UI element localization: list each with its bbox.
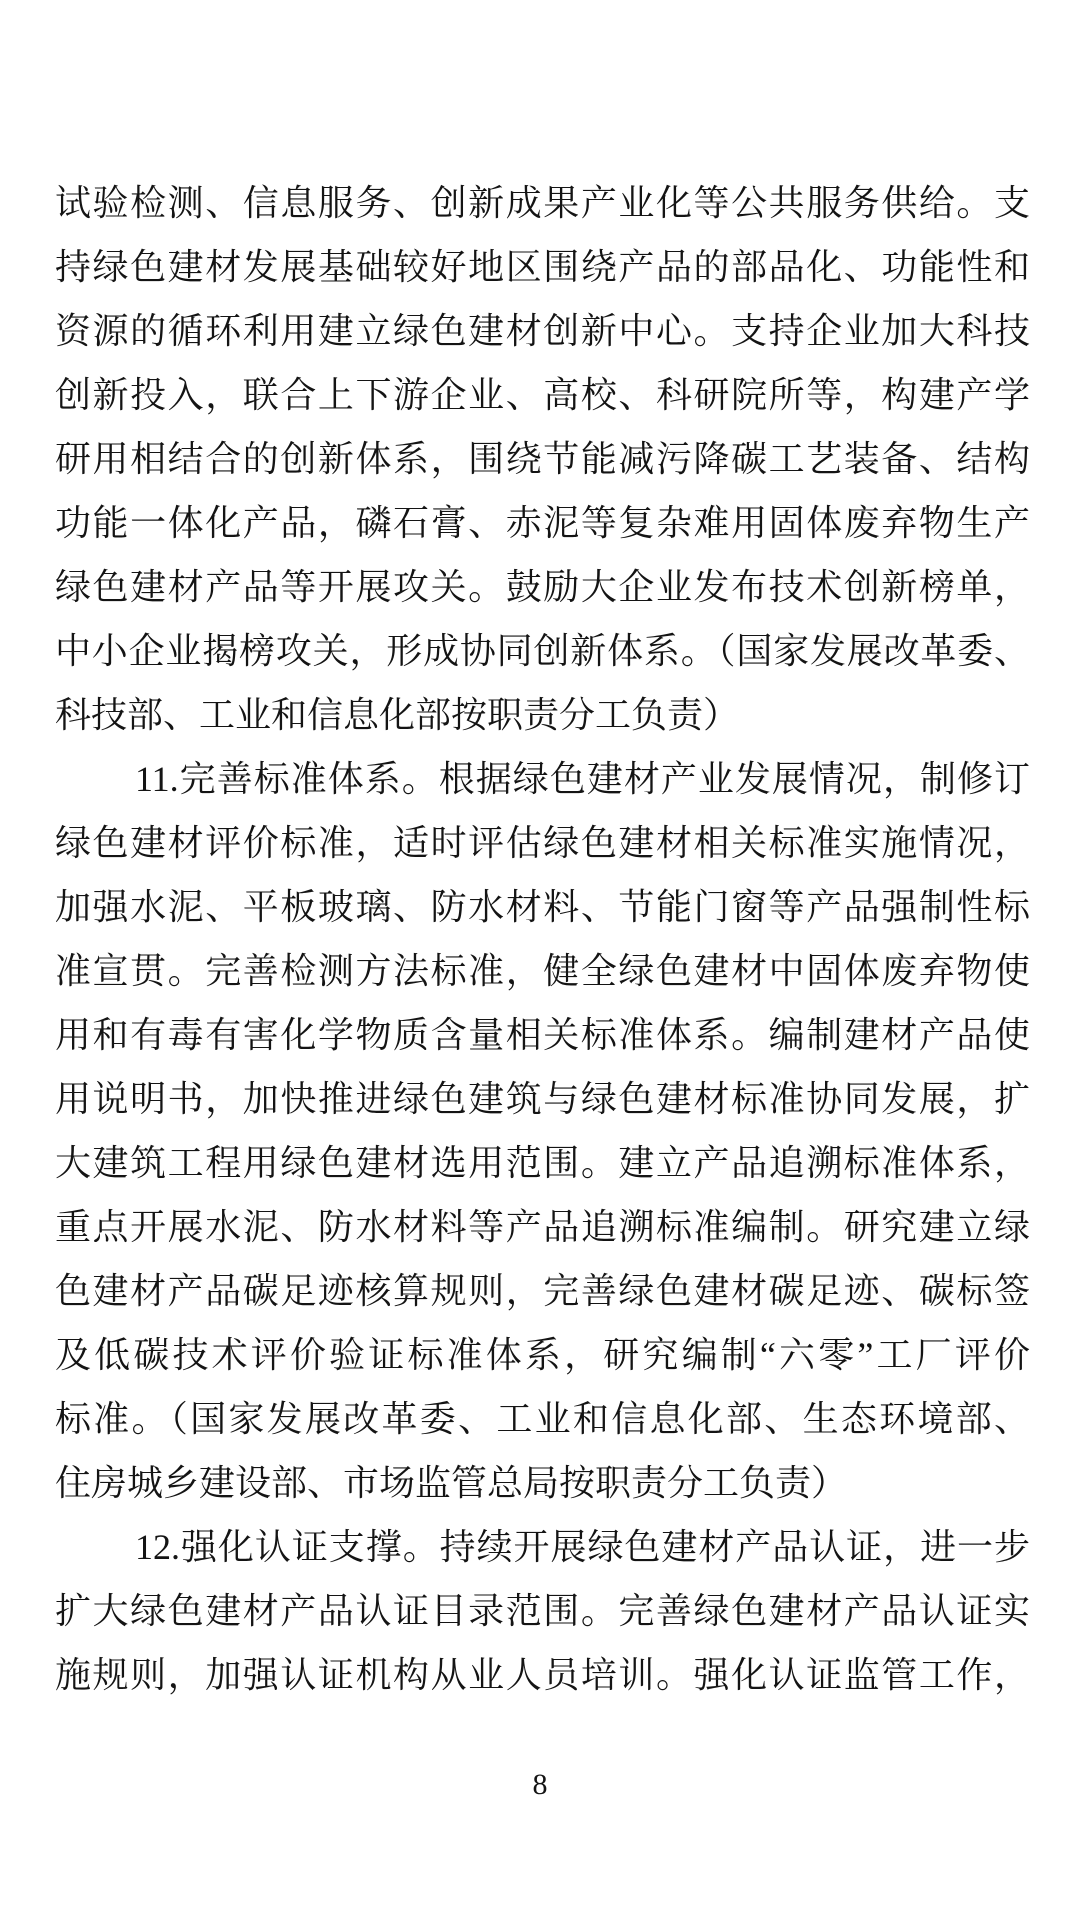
text-line: 创新投入，联合上下游企业、高校、科研院所等，构建产学 bbox=[55, 375, 1030, 415]
text-line: 试验检测、信息服务、创新成果产业化等公共服务供给。支 bbox=[55, 183, 1030, 223]
text-line: 绿色建材产品等开展攻关。鼓励大企业发布技术创新榜单， bbox=[55, 567, 1030, 607]
text-line: 研用相结合的创新体系，围绕节能减污降碳工艺装备、结构 bbox=[55, 439, 1030, 479]
document-body bbox=[55, 171, 1030, 1707]
text-line: 标准。（国家发展改革委、工业和信息化部、生态环境部、 bbox=[55, 1399, 1030, 1439]
text-line: 色建材产品碳足迹核算规则，完善绿色建材碳足迹、碳标签 bbox=[55, 1271, 1030, 1311]
text-line: 功能一体化产品，磷石膏、赤泥等复杂难用固体废弃物生产 bbox=[55, 503, 1030, 543]
text-line: 大建筑工程用绿色建材选用范围。建立产品追溯标准体系， bbox=[55, 1143, 1030, 1183]
page-footer bbox=[0, 1768, 1080, 1802]
text-line: 中小企业揭榜攻关，形成协同创新体系。（国家发展改革委、 bbox=[55, 631, 1030, 671]
paragraph bbox=[55, 747, 1030, 1515]
text-line: 及低碳技术评价验证标准体系，研究编制“六零”工厂评价 bbox=[55, 1335, 1030, 1375]
paragraph bbox=[55, 1515, 1030, 1707]
text-line: 11.完善标准体系。根据绿色建材产业发展情况，制修订 bbox=[135, 759, 1030, 799]
text-line: 扩大绿色建材产品认证目录范围。完善绿色建材产品认证实 bbox=[55, 1591, 1030, 1631]
text-line: 资源的循环利用建立绿色建材创新中心。支持企业加大科技 bbox=[55, 311, 1030, 351]
text-line: 12.强化认证支撑。持续开展绿色建材产品认证，进一步 bbox=[135, 1527, 1030, 1567]
page-number: 8 bbox=[532, 1768, 548, 1801]
text-line: 科技部、工业和信息化部按职责分工负责） bbox=[55, 695, 740, 735]
text-line: 重点开展水泥、防水材料等产品追溯标准编制。研究建立绿 bbox=[55, 1207, 1030, 1247]
text-line: 持绿色建材发展基础较好地区围绕产品的部品化、功能性和 bbox=[55, 247, 1030, 287]
text-line: 绿色建材评价标准，适时评估绿色建材相关标准实施情况， bbox=[55, 823, 1030, 863]
text-line: 准宣贯。完善检测方法标准，健全绿色建材中固体废弃物使 bbox=[55, 951, 1030, 991]
text-line: 加强水泥、平板玻璃、防水材料、节能门窗等产品强制性标 bbox=[55, 887, 1030, 927]
text-line: 用说明书，加快推进绿色建筑与绿色建材标准协同发展，扩 bbox=[55, 1079, 1030, 1119]
text-line: 施规则，加强认证机构从业人员培训。强化认证监管工作， bbox=[55, 1655, 1030, 1695]
text-line: 住房城乡建设部、市场监管总局按职责分工负责） bbox=[55, 1463, 848, 1503]
text-line: 用和有毒有害化学物质含量相关标准体系。编制建材产品使 bbox=[55, 1015, 1030, 1055]
paragraph bbox=[55, 171, 1030, 747]
